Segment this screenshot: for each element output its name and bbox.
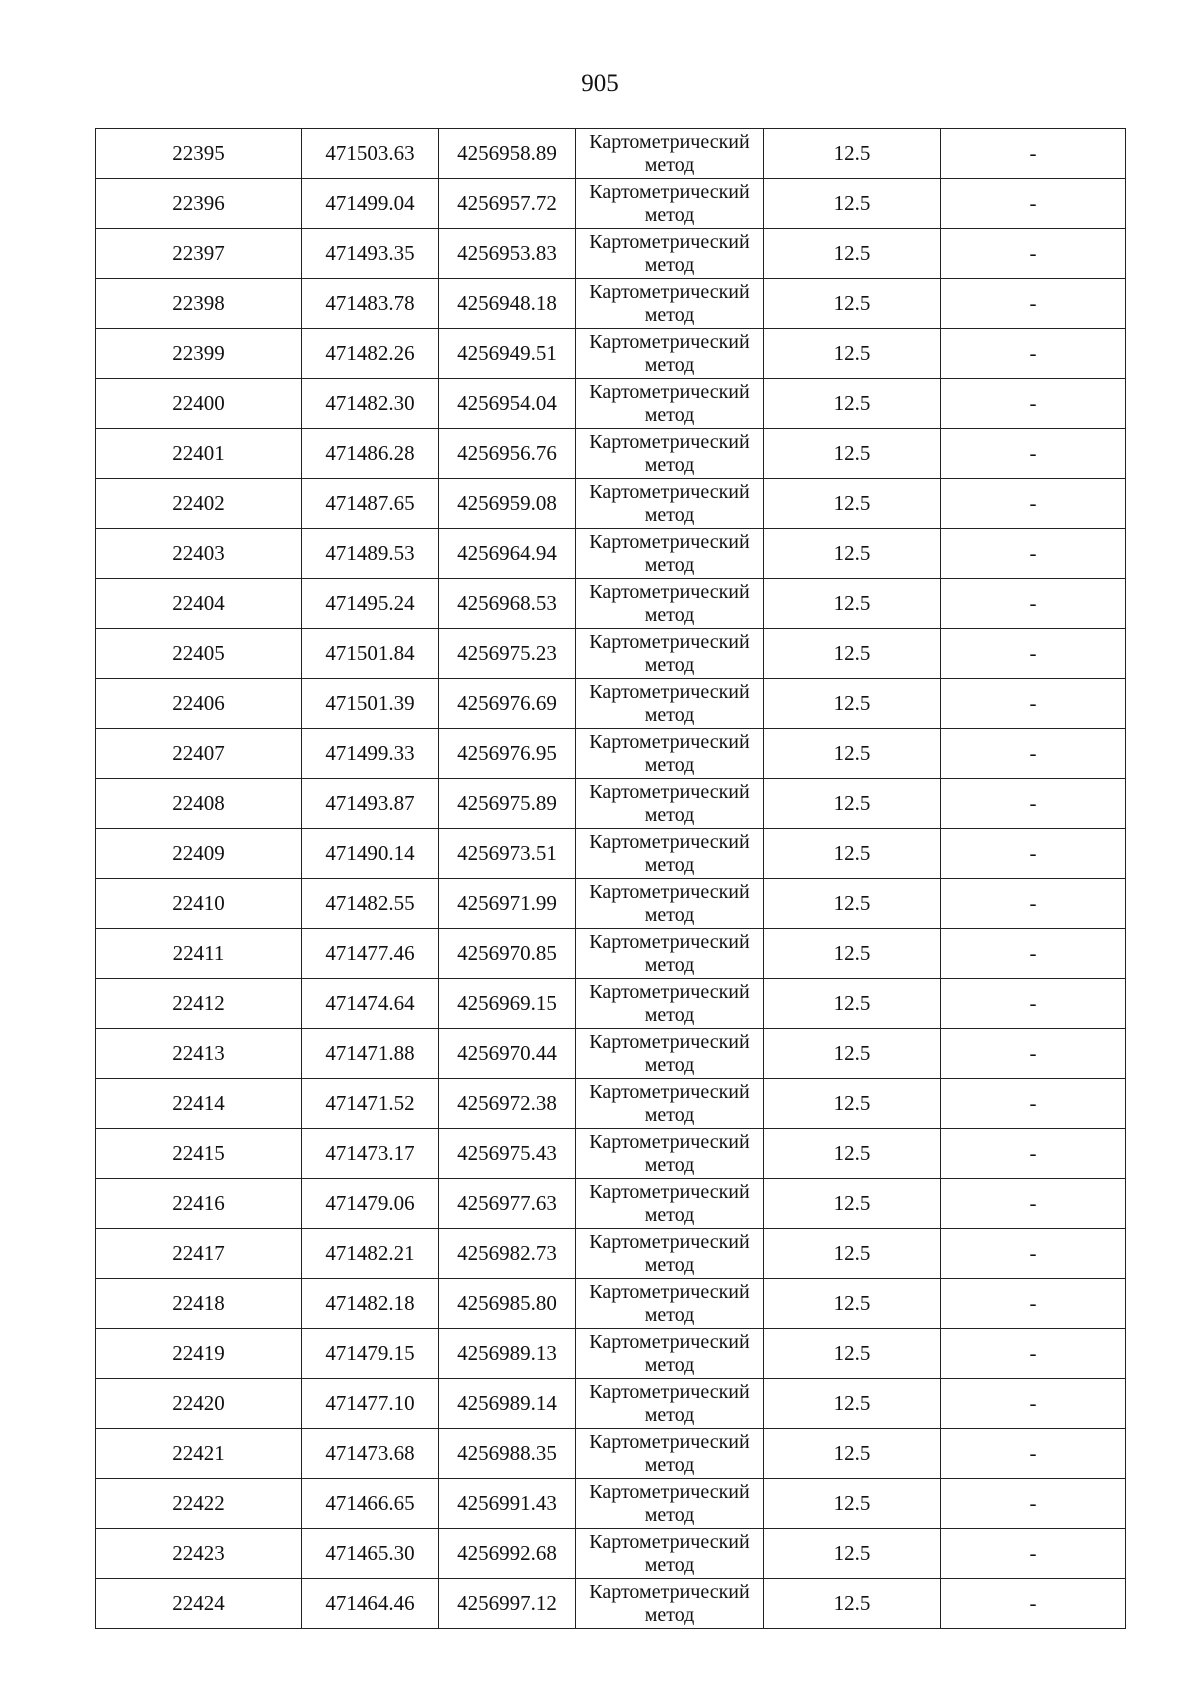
note-cell: - [941,1179,1126,1229]
table-row [96,1079,1126,1129]
note-cell: - [941,929,1126,979]
x-coordinate-cell: 471471.52 [302,1079,439,1129]
point-number-cell: 22422 [96,1479,302,1529]
method-label-line2: метод [644,1503,695,1526]
y-coordinate-cell: 4256992.68 [439,1529,576,1579]
error-cell: 12.5 [764,479,941,529]
method-label-line2: метод [644,1453,695,1476]
method-cell [576,929,764,979]
table-row [96,129,1126,179]
x-coordinate-cell: 471473.17 [302,1129,439,1179]
method-label-line2: метод [644,253,695,276]
coordinates-table-body [96,129,1126,1629]
error-cell: 12.5 [764,1179,941,1229]
note-cell: - [941,629,1126,679]
x-coordinate-cell: 471482.18 [302,1279,439,1329]
x-coordinate-cell: 471499.04 [302,179,439,229]
method-label-line1: Картометрический [589,380,750,403]
x-coordinate-cell: 471477.10 [302,1379,439,1429]
y-coordinate-cell: 4256972.38 [439,1079,576,1129]
point-number-cell: 22410 [96,879,302,929]
error-cell: 12.5 [764,129,941,179]
method-cell [576,679,764,729]
x-coordinate-cell: 471501.39 [302,679,439,729]
note-cell: - [941,1229,1126,1279]
error-cell: 12.5 [764,629,941,679]
point-number-cell: 22417 [96,1229,302,1279]
error-cell: 12.5 [764,429,941,479]
method-cell [576,329,764,379]
method-label-line1: Картометрический [589,430,750,453]
method-label-line1: Картометрический [589,1480,750,1503]
error-cell: 12.5 [764,1079,941,1129]
error-cell: 12.5 [764,579,941,629]
y-coordinate-cell: 4256975.89 [439,779,576,829]
error-cell: 12.5 [764,529,941,579]
x-coordinate-cell: 471493.35 [302,229,439,279]
method-label-line1: Картометрический [589,280,750,303]
note-cell: - [941,1529,1126,1579]
method-cell [576,779,764,829]
method-label-line2: метод [644,1303,695,1326]
x-coordinate-cell: 471465.30 [302,1529,439,1579]
error-cell: 12.5 [764,779,941,829]
point-number-cell: 22418 [96,1279,302,1329]
table-row [96,879,1126,929]
y-coordinate-cell: 4256973.51 [439,829,576,879]
method-label-line2: метод [644,1103,695,1126]
error-cell: 12.5 [764,1479,941,1529]
y-coordinate-cell: 4256975.43 [439,1129,576,1179]
note-cell: - [941,829,1126,879]
note-cell: - [941,529,1126,579]
point-number-cell: 22405 [96,629,302,679]
y-coordinate-cell: 4256948.18 [439,279,576,329]
method-label-line1: Картометрический [589,480,750,503]
table-row [96,679,1126,729]
error-cell: 12.5 [764,1429,941,1479]
method-label-line2: метод [644,553,695,576]
method-cell [576,729,764,779]
method-label-line2: метод [644,703,695,726]
x-coordinate-cell: 471489.53 [302,529,439,579]
method-cell [576,1179,764,1229]
method-cell [576,1479,764,1529]
method-label-line1: Картометрический [589,1230,750,1253]
error-cell: 12.5 [764,879,941,929]
method-label-line2: метод [644,1053,695,1076]
note-cell: - [941,879,1126,929]
error-cell: 12.5 [764,1229,941,1279]
error-cell: 12.5 [764,1329,941,1379]
y-coordinate-cell: 4256971.99 [439,879,576,929]
method-cell [576,579,764,629]
coordinates-table [95,128,1126,1629]
note-cell: - [941,679,1126,729]
point-number-cell: 22398 [96,279,302,329]
x-coordinate-cell: 471499.33 [302,729,439,779]
method-label-line1: Картометрический [589,1080,750,1103]
method-label-line1: Картометрический [589,530,750,553]
method-label-line1: Картометрический [589,1130,750,1153]
note-cell: - [941,1029,1126,1079]
x-coordinate-cell: 471473.68 [302,1429,439,1479]
method-label-line1: Картометрический [589,1030,750,1053]
error-cell: 12.5 [764,929,941,979]
method-label-line2: метод [644,903,695,926]
page-number: 905 [581,70,619,97]
note-cell: - [941,229,1126,279]
point-number-cell: 22412 [96,979,302,1029]
method-label-line2: метод [644,803,695,826]
x-coordinate-cell: 471464.46 [302,1579,439,1629]
y-coordinate-cell: 4256975.23 [439,629,576,679]
method-cell [576,979,764,1029]
table-row [96,1429,1126,1479]
method-label-line1: Картометрический [589,580,750,603]
note-cell: - [941,1329,1126,1379]
point-number-cell: 22416 [96,1179,302,1229]
point-number-cell: 22421 [96,1429,302,1479]
table-row [96,529,1126,579]
method-cell [576,629,764,679]
method-cell [576,1079,764,1129]
method-cell [576,879,764,929]
method-cell [576,279,764,329]
method-cell [576,1429,764,1479]
table-row [96,579,1126,629]
method-label-line1: Картометрический [589,930,750,953]
note-cell: - [941,779,1126,829]
y-coordinate-cell: 4256959.08 [439,479,576,529]
method-label-line1: Картометрический [589,830,750,853]
point-number-cell: 22396 [96,179,302,229]
table-row [96,779,1126,829]
method-label-line2: метод [644,153,695,176]
y-coordinate-cell: 4256985.80 [439,1279,576,1329]
y-coordinate-cell: 4256953.83 [439,229,576,279]
method-label-line2: метод [644,503,695,526]
method-label-line1: Картометрический [589,630,750,653]
method-cell [576,529,764,579]
error-cell: 12.5 [764,1129,941,1179]
table-row [96,979,1126,1029]
x-coordinate-cell: 471490.14 [302,829,439,879]
note-cell: - [941,579,1126,629]
note-cell: - [941,279,1126,329]
method-label-line1: Картометрический [589,880,750,903]
point-number-cell: 22415 [96,1129,302,1179]
point-number-cell: 22413 [96,1029,302,1079]
method-label-line1: Картометрический [589,780,750,803]
note-cell: - [941,329,1126,379]
x-coordinate-cell: 471477.46 [302,929,439,979]
table-row [96,929,1126,979]
x-coordinate-cell: 471487.65 [302,479,439,529]
y-coordinate-cell: 4256949.51 [439,329,576,379]
table-row [96,1279,1126,1329]
table-row [96,829,1126,879]
error-cell: 12.5 [764,1529,941,1579]
y-coordinate-cell: 4256976.69 [439,679,576,729]
error-cell: 12.5 [764,1279,941,1329]
point-number-cell: 22403 [96,529,302,579]
method-label-line2: метод [644,1553,695,1576]
error-cell: 12.5 [764,679,941,729]
method-label-line2: метод [644,1253,695,1276]
table-row [96,629,1126,679]
note-cell: - [941,429,1126,479]
table-row [96,179,1126,229]
method-label-line1: Картометрический [589,1380,750,1403]
method-label-line1: Картометрический [589,1580,750,1603]
x-coordinate-cell: 471495.24 [302,579,439,629]
note-cell: - [941,1129,1126,1179]
method-label-line2: метод [644,753,695,776]
point-number-cell: 22400 [96,379,302,429]
point-number-cell: 22411 [96,929,302,979]
point-number-cell: 22423 [96,1529,302,1579]
x-coordinate-cell: 471466.65 [302,1479,439,1529]
method-label-line2: метод [644,203,695,226]
method-cell [576,379,764,429]
point-number-cell: 22395 [96,129,302,179]
method-label-line2: метод [644,453,695,476]
error-cell: 12.5 [764,379,941,429]
error-cell: 12.5 [764,1379,941,1429]
x-coordinate-cell: 471482.55 [302,879,439,929]
table-row [96,429,1126,479]
method-cell [576,1379,764,1429]
point-number-cell: 22404 [96,579,302,629]
point-number-cell: 22414 [96,1079,302,1129]
method-cell [576,1279,764,1329]
error-cell: 12.5 [764,979,941,1029]
note-cell: - [941,179,1126,229]
y-coordinate-cell: 4256991.43 [439,1479,576,1529]
method-label-line2: метод [644,853,695,876]
method-label-line1: Картометрический [589,180,750,203]
method-label-line2: метод [644,1003,695,1026]
x-coordinate-cell: 471483.78 [302,279,439,329]
method-label-line1: Картометрический [589,680,750,703]
error-cell: 12.5 [764,179,941,229]
note-cell: - [941,479,1126,529]
method-cell [576,179,764,229]
table-row [96,1579,1126,1629]
method-cell [576,829,764,879]
y-coordinate-cell: 4256982.73 [439,1229,576,1279]
method-label-line2: метод [644,1603,695,1626]
error-cell: 12.5 [764,729,941,779]
method-label-line2: метод [644,653,695,676]
error-cell: 12.5 [764,1579,941,1629]
method-label-line2: метод [644,1203,695,1226]
point-number-cell: 22409 [96,829,302,879]
method-cell [576,1329,764,1379]
table-row [96,229,1126,279]
x-coordinate-cell: 471486.28 [302,429,439,479]
x-coordinate-cell: 471479.06 [302,1179,439,1229]
method-cell [576,1129,764,1179]
y-coordinate-cell: 4256997.12 [439,1579,576,1629]
method-cell [576,129,764,179]
x-coordinate-cell: 471474.64 [302,979,439,1029]
x-coordinate-cell: 471482.30 [302,379,439,429]
error-cell: 12.5 [764,279,941,329]
method-label-line2: метод [644,353,695,376]
y-coordinate-cell: 4256958.89 [439,129,576,179]
note-cell: - [941,1279,1126,1329]
y-coordinate-cell: 4256970.44 [439,1029,576,1079]
table-row [96,379,1126,429]
method-cell [576,229,764,279]
table-row [96,1529,1126,1579]
x-coordinate-cell: 471482.21 [302,1229,439,1279]
method-cell [576,479,764,529]
method-label-line1: Картометрический [589,330,750,353]
x-coordinate-cell: 471493.87 [302,779,439,829]
method-cell [576,429,764,479]
table-row [96,1329,1126,1379]
table-row [96,479,1126,529]
method-label-line1: Картометрический [589,730,750,753]
table-row [96,1129,1126,1179]
point-number-cell: 22401 [96,429,302,479]
y-coordinate-cell: 4256989.14 [439,1379,576,1429]
method-label-line1: Картометрический [589,230,750,253]
y-coordinate-cell: 4256969.15 [439,979,576,1029]
note-cell: - [941,379,1126,429]
x-coordinate-cell: 471471.88 [302,1029,439,1079]
note-cell: - [941,1479,1126,1529]
error-cell: 12.5 [764,829,941,879]
table-row [96,1479,1126,1529]
method-cell [576,1529,764,1579]
note-cell: - [941,129,1126,179]
point-number-cell: 22408 [96,779,302,829]
y-coordinate-cell: 4256957.72 [439,179,576,229]
y-coordinate-cell: 4256989.13 [439,1329,576,1379]
method-label-line2: метод [644,953,695,976]
point-number-cell: 22419 [96,1329,302,1379]
point-number-cell: 22399 [96,329,302,379]
error-cell: 12.5 [764,229,941,279]
note-cell: - [941,1079,1126,1129]
method-label-line2: метод [644,303,695,326]
method-label-line1: Картометрический [589,130,750,153]
method-label-line1: Картометрический [589,1430,750,1453]
table-row [96,1179,1126,1229]
table-row [96,729,1126,779]
y-coordinate-cell: 4256976.95 [439,729,576,779]
note-cell: - [941,1429,1126,1479]
method-cell [576,1579,764,1629]
y-coordinate-cell: 4256988.35 [439,1429,576,1479]
method-label-line1: Картометрический [589,1180,750,1203]
table-row [96,279,1126,329]
method-label-line2: метод [644,1153,695,1176]
method-label-line2: метод [644,603,695,626]
point-number-cell: 22424 [96,1579,302,1629]
error-cell: 12.5 [764,329,941,379]
point-number-cell: 22406 [96,679,302,729]
note-cell: - [941,1379,1126,1429]
error-cell: 12.5 [764,1029,941,1079]
note-cell: - [941,729,1126,779]
y-coordinate-cell: 4256954.04 [439,379,576,429]
x-coordinate-cell: 471501.84 [302,629,439,679]
y-coordinate-cell: 4256970.85 [439,929,576,979]
point-number-cell: 22420 [96,1379,302,1429]
method-label-line1: Картометрический [589,1530,750,1553]
y-coordinate-cell: 4256956.76 [439,429,576,479]
note-cell: - [941,979,1126,1029]
y-coordinate-cell: 4256964.94 [439,529,576,579]
x-coordinate-cell: 471479.15 [302,1329,439,1379]
method-label-line2: метод [644,1353,695,1376]
method-label-line2: метод [644,403,695,426]
x-coordinate-cell: 471503.63 [302,129,439,179]
table-row [96,1229,1126,1279]
point-number-cell: 22397 [96,229,302,279]
table-row [96,1029,1126,1079]
method-cell [576,1229,764,1279]
x-coordinate-cell: 471482.26 [302,329,439,379]
y-coordinate-cell: 4256968.53 [439,579,576,629]
point-number-cell: 22407 [96,729,302,779]
note-cell: - [941,1579,1126,1629]
y-coordinate-cell: 4256977.63 [439,1179,576,1229]
method-label-line1: Картометрический [589,1330,750,1353]
method-label-line1: Картометрический [589,980,750,1003]
method-cell [576,1029,764,1079]
method-label-line2: метод [644,1403,695,1426]
point-number-cell: 22402 [96,479,302,529]
table-row [96,1379,1126,1429]
table-row [96,329,1126,379]
method-label-line1: Картометрический [589,1280,750,1303]
